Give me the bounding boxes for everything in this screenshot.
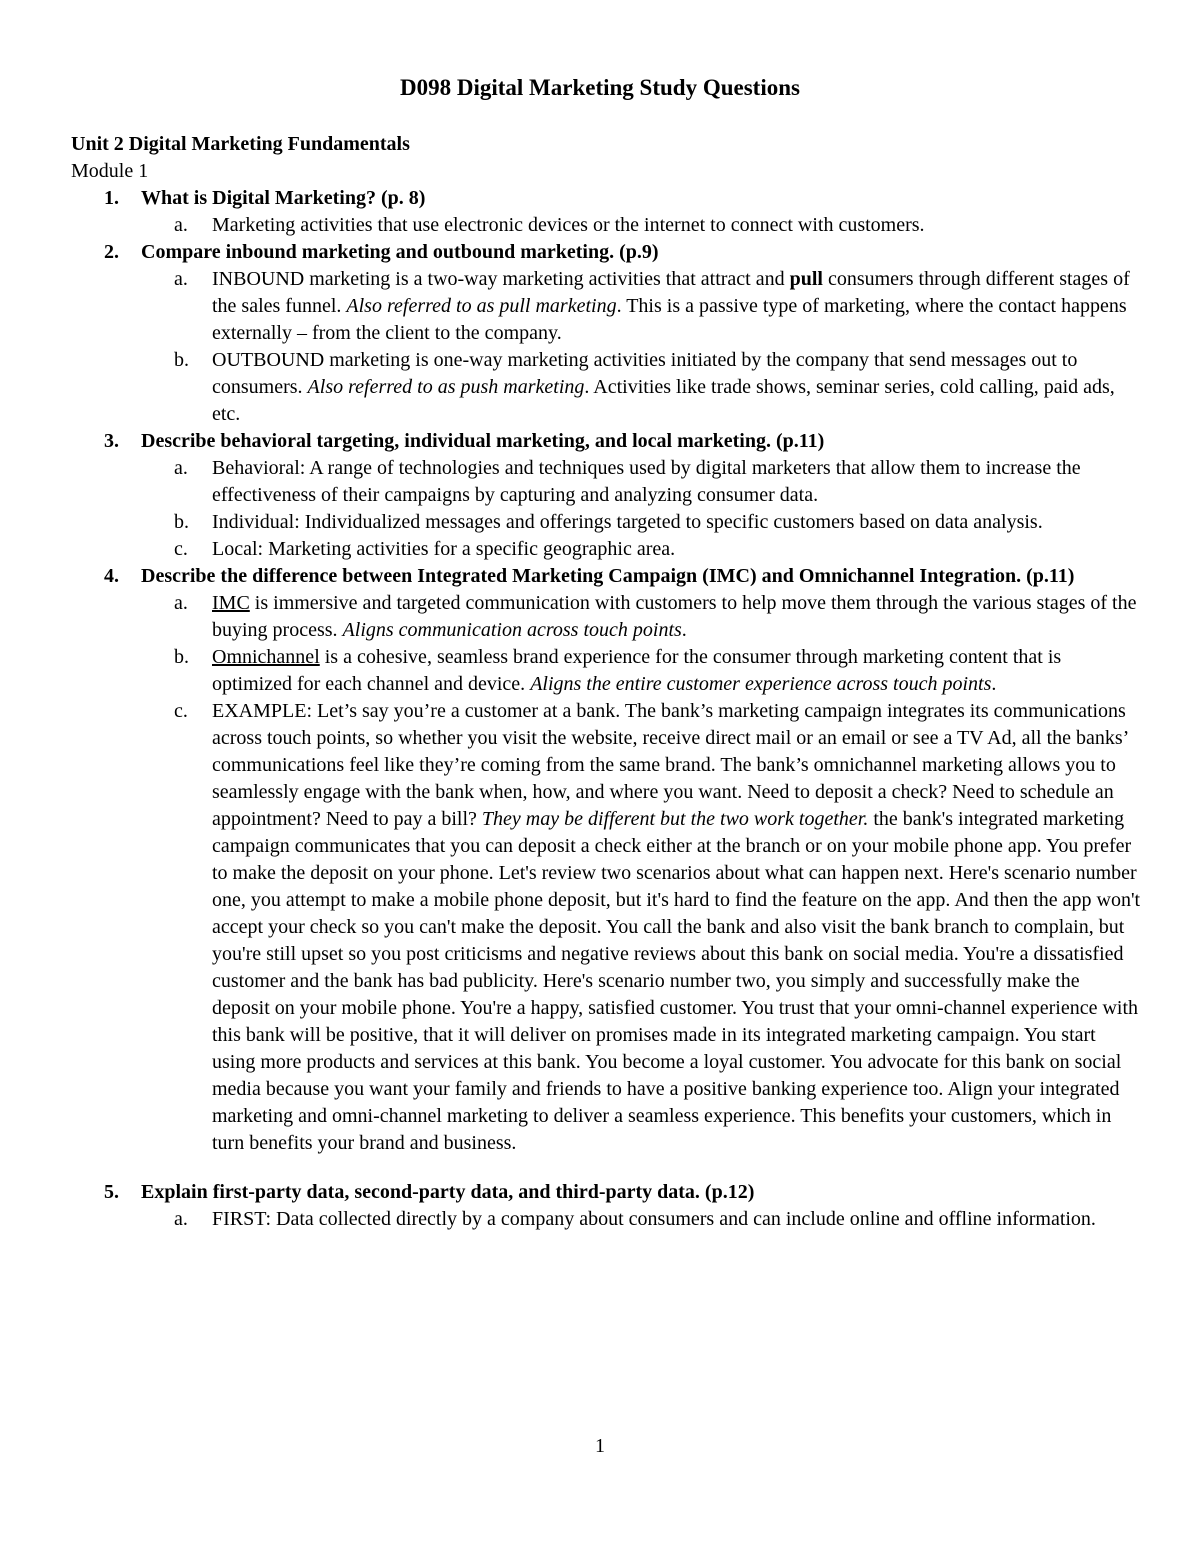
page-title: D098 Digital Marketing Study Questions [400, 75, 800, 100]
module-label: Module 1 [71, 160, 149, 182]
answer-3a [71, 455, 1141, 509]
question-text: Explain first-party data, second-party data, and third-party data. (p.12) [141, 1181, 755, 1203]
answer-letter: b. [174, 511, 189, 533]
answer-4a [71, 590, 1141, 644]
answer-1a [71, 212, 1141, 239]
answer-letter: a. [174, 592, 188, 614]
answer-letter: a. [174, 1208, 188, 1230]
answer-letter: a. [174, 214, 188, 236]
answer-text: Behavioral: A range of technologies and techniques used by digital marketers that allow them to increase the effectiveness of their campaigns by capturing and analyzing consumer data. [212, 457, 1081, 506]
answer-3b [71, 509, 1141, 536]
question-number: 2. [104, 241, 119, 263]
question-text: What is Digital Marketing? (p. 8) [141, 187, 426, 209]
answer-letter: c. [174, 538, 188, 560]
question-text: Describe behavioral targeting, individual marketing, and local marketing. (p.11) [141, 430, 825, 452]
question-text: Compare inbound marketing and outbound marketing. (p.9) [141, 241, 659, 263]
question-2 [71, 239, 1141, 266]
document-body [71, 131, 1141, 1233]
answer-letter: b. [174, 646, 189, 668]
answer-text: FIRST: Data collected directly by a company about consumers and can include online and offline information. [212, 1208, 1096, 1230]
answer-text: Individual: Individualized messages and offerings targeted to specific customers based on data analysis. [212, 511, 1043, 533]
question-4 [71, 563, 1141, 590]
answer-letter: b. [174, 349, 189, 371]
answer-4b [71, 644, 1141, 698]
page-number: 1 [595, 1435, 605, 1457]
answer-text: EXAMPLE: Let’s say you’re a customer at a bank. The bank’s marketing campaign integrates its communications across touch points, so whether you visit the website, receive direct mail or an email or see a TV Ad, all the banks’ communications feel like they’re coming from the same brand. The bank’s omnichannel marketing allows you to seamlessly engage with the bank when, how, and where you want. Need to deposit a check? Need to schedule an appointment? Need to pay a bill? They may be different but the two work together. the bank's integrated marketing campaign communicates that you can deposit a check either at the branch or on your mobile phone app. You prefer to make the deposit on your phone. Let's review two scenarios about what can happen next. Here's scenario number one, you attempt to make a mobile phone deposit, but it's hard to find the feature on the app. And then the app won't accept your check so you can't make the deposit. You call the bank and also visit the bank branch to complain, but you're still upset so you post criticisms and negative reviews about this bank on social media. You're a dissatisfied customer and the bank has bad publicity. Here's scenario number two, you simply and successfully make the deposit on your mobile phone. You're a happy, satisfied customer. You trust that your omni-channel experience with this bank will be positive, that it will deliver on promises made in its integrated marketing campaign. You start using more products and services at this bank. You become a loyal customer. You advocate for this bank on social media because you want your family and friends to have a positive banking experience too. Align your integrated marketing and omni-channel marketing to deliver a seamless experience. This benefits your customers, which in turn benefits your brand and business. [212, 700, 1141, 1154]
answer-4c [71, 698, 1141, 1157]
unit-heading: Unit 2 Digital Marketing Fundamentals [71, 133, 410, 155]
answer-text: Omnichannel is a cohesive, seamless brand experience for the consumer through marketing content that is optimized for each channel and device. Aligns the entire customer experience across touch points. [212, 646, 1062, 695]
answer-letter: c. [174, 700, 188, 722]
question-text: Describe the difference between Integrated Marketing Campaign (IMC) and Omnichannel Integration. (p.11) [141, 565, 1075, 587]
answer-2b [71, 347, 1141, 428]
question-3 [71, 428, 1141, 455]
question-number: 4. [104, 565, 119, 587]
question-1 [71, 185, 1141, 212]
answer-text: IMC is immersive and targeted communication with customers to help move them through the various stages of the buying process. Aligns communication across touch points. [212, 592, 1137, 641]
answer-3c [71, 536, 1141, 563]
answer-2a [71, 266, 1141, 347]
question-number: 5. [104, 1181, 119, 1203]
answer-5a [71, 1206, 1141, 1233]
question-number: 1. [104, 187, 119, 209]
question-5 [71, 1179, 1141, 1206]
question-number: 3. [104, 430, 119, 452]
answer-letter: a. [174, 457, 188, 479]
spacer [71, 1157, 1141, 1179]
answer-text: Local: Marketing activities for a specific geographic area. [212, 538, 676, 560]
answer-text: OUTBOUND marketing is one-way marketing activities initiated by the company that send messages out to consumers. Also referred to as push marketing. Activities like trade shows, seminar series, cold calling, paid ads, etc. [212, 349, 1115, 425]
answer-text: Marketing activities that use electronic devices or the internet to connect with customers. [212, 214, 925, 236]
answer-letter: a. [174, 268, 188, 290]
answer-text: INBOUND marketing is a two-way marketing activities that attract and pull consumers through different stages of the sales funnel. Also referred to as pull marketing. This is a passive type of marketing, where the contact happens externally – from the client to the company. [212, 268, 1130, 344]
